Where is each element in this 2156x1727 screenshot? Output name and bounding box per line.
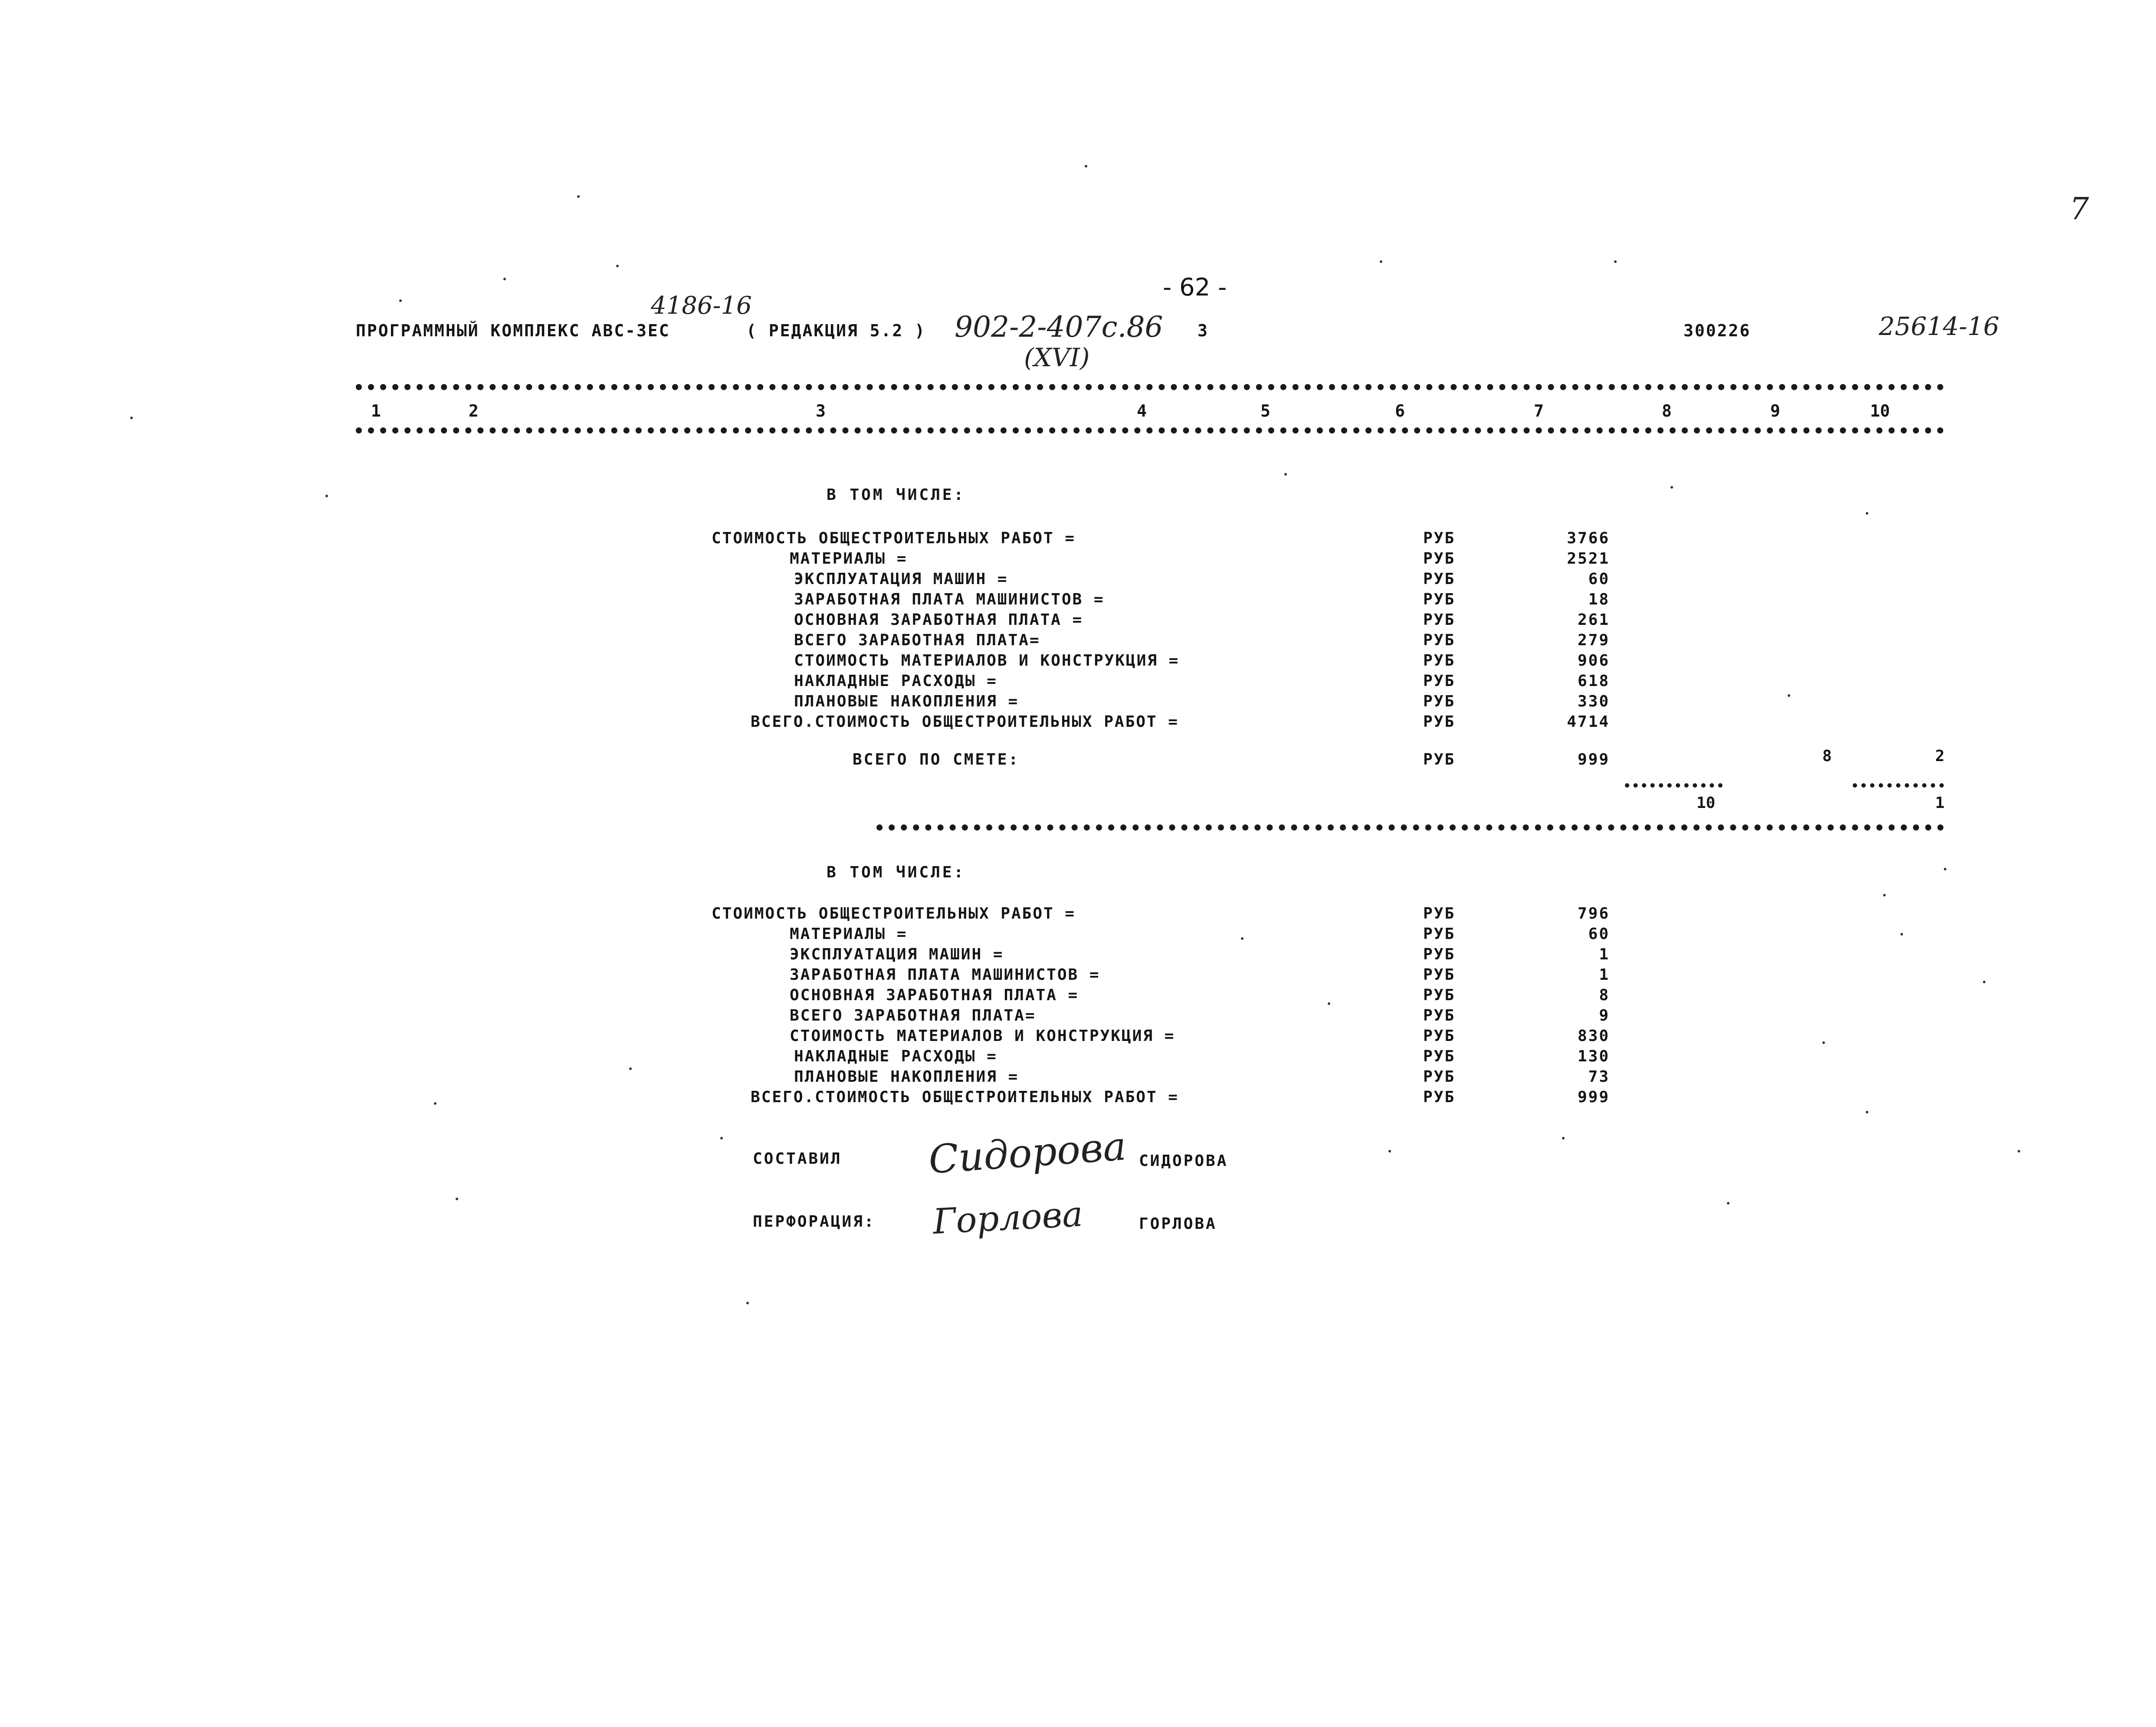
speck bbox=[746, 1302, 749, 1304]
speck bbox=[325, 495, 328, 497]
program-title: ПРОГРАММНЫЙ КОМПЛЕКС АВС-3ЕС bbox=[356, 321, 670, 340]
table-row bbox=[0, 1068, 1610, 1088]
speck bbox=[1388, 1150, 1391, 1152]
row-unit: РУБ bbox=[1423, 631, 1456, 649]
row-value: 261 bbox=[1577, 611, 1610, 629]
perforation-label: ПЕРФОРАЦИЯ: bbox=[753, 1213, 876, 1231]
table-row bbox=[0, 925, 1610, 945]
column-number-2: 2 bbox=[469, 401, 479, 420]
row-label: НАКЛАДНЫЕ РАСХОДЫ = bbox=[794, 672, 998, 690]
table-row bbox=[0, 946, 1610, 965]
row-unit: РУБ bbox=[1423, 1088, 1456, 1106]
row-label: МАТЕРИАЛЫ = bbox=[790, 925, 908, 943]
row-label: НАКЛАДНЫЕ РАСХОДЫ = bbox=[794, 1047, 998, 1065]
row-value: 999 bbox=[1577, 1088, 1610, 1106]
row-value: 830 bbox=[1577, 1027, 1610, 1045]
column-number-3: 3 bbox=[816, 401, 826, 420]
row-value: 9 bbox=[1599, 1007, 1610, 1024]
total-label: ВСЕГО ПО СМЕТЕ: bbox=[853, 751, 1020, 768]
document-number: 300226 bbox=[1683, 321, 1751, 340]
speck bbox=[629, 1067, 632, 1070]
row-value: 1 bbox=[1599, 946, 1610, 963]
handwritten-archive-number: 4186-16 bbox=[651, 292, 752, 320]
row-value: 3766 bbox=[1567, 529, 1610, 547]
table-row bbox=[0, 713, 1610, 733]
total-col9: 2 bbox=[1935, 747, 1945, 765]
speck bbox=[1670, 486, 1673, 489]
row-value: 8 bbox=[1599, 986, 1610, 1004]
compiled-by-name: СИДОРОВА bbox=[1139, 1152, 1228, 1170]
row-label: МАТЕРИАЛЫ = bbox=[790, 550, 908, 568]
column-number-8: 8 bbox=[1662, 401, 1672, 420]
table-row bbox=[0, 1088, 1610, 1108]
sheet-code: 3 bbox=[1198, 321, 1208, 340]
row-unit: РУБ bbox=[1423, 905, 1456, 923]
row-unit: РУБ bbox=[1423, 550, 1456, 568]
row-label: СТОИМОСТЬ ОБЩЕСТРОИТЕЛЬНЫХ РАБОТ = bbox=[712, 529, 1076, 547]
speck bbox=[1866, 1111, 1868, 1113]
speck bbox=[616, 265, 619, 267]
table-row bbox=[0, 672, 1610, 692]
edition-label: ( РЕДАКЦИЯ 5.2 ) bbox=[746, 321, 926, 340]
column-number-7: 7 bbox=[1534, 401, 1544, 420]
table-row bbox=[0, 986, 1610, 1006]
column-number-5: 5 bbox=[1260, 401, 1270, 420]
section1-heading: В ТОМ ЧИСЛЕ: bbox=[827, 486, 966, 504]
handwritten-right-number: 25614-16 bbox=[1879, 312, 1999, 341]
row-label: ЭКСПЛУАТАЦИЯ МАШИН = bbox=[790, 946, 1004, 963]
table-row bbox=[0, 591, 1610, 611]
handwritten-project-number: 902-2-407с.86 bbox=[955, 310, 1163, 344]
row-unit: РУБ bbox=[1423, 946, 1456, 963]
row-value: 60 bbox=[1588, 570, 1610, 588]
speck bbox=[456, 1198, 458, 1200]
row-value: 18 bbox=[1588, 591, 1610, 608]
row-label: ВСЕГО ЗАРАБОТНАЯ ПЛАТА= bbox=[790, 1007, 1036, 1024]
row-value: 618 bbox=[1577, 672, 1610, 690]
speck bbox=[1284, 473, 1287, 476]
speck bbox=[720, 1137, 723, 1139]
row-unit: РУБ bbox=[1423, 591, 1456, 608]
row-unit: РУБ bbox=[1423, 529, 1456, 547]
row-label: ПЛАНОВЫЕ НАКОПЛЕНИЯ = bbox=[794, 1068, 1019, 1086]
speck bbox=[130, 417, 133, 419]
row-label: ЗАРАБОТНАЯ ПЛАТА МАШИНИСТОВ = bbox=[794, 591, 1105, 608]
speck bbox=[1328, 1002, 1330, 1005]
table-row bbox=[0, 611, 1610, 631]
speck bbox=[1727, 1202, 1729, 1205]
row-unit: РУБ bbox=[1423, 652, 1456, 670]
table-row bbox=[0, 905, 1610, 925]
table-row bbox=[0, 631, 1610, 651]
column-number-10: 10 bbox=[1870, 401, 1890, 420]
page-number: - 62 - bbox=[1163, 273, 1227, 302]
row-label: ОСНОВНАЯ ЗАРАБОТНАЯ ПЛАТА = bbox=[794, 611, 1083, 629]
table-header-top-rule bbox=[356, 384, 1944, 390]
row-label: ЗАРАБОТНАЯ ПЛАТА МАШИНИСТОВ = bbox=[790, 966, 1100, 984]
speck bbox=[1788, 694, 1790, 697]
column-number-9: 9 bbox=[1770, 401, 1780, 420]
table-row bbox=[0, 570, 1610, 590]
row-value: 796 bbox=[1577, 905, 1610, 923]
row-value: 1 bbox=[1599, 966, 1610, 984]
row-value: 906 bbox=[1577, 652, 1610, 670]
row-unit: РУБ bbox=[1423, 1047, 1456, 1065]
section2-heading: В ТОМ ЧИСЛЕ: bbox=[827, 864, 966, 881]
row-value: 279 bbox=[1577, 631, 1610, 649]
perforation-name: ГОРЛОВА bbox=[1139, 1215, 1217, 1233]
row-label: ВСЕГО.СТОИМОСТЬ ОБЩЕСТРОИТЕЛЬНЫХ РАБОТ = bbox=[751, 713, 1179, 731]
corner-mark: 7 bbox=[2070, 191, 2089, 227]
row-label: ВСЕГО.СТОИМОСТЬ ОБЩЕСТРОИТЕЛЬНЫХ РАБОТ = bbox=[751, 1088, 1179, 1106]
total-col8: 8 bbox=[1822, 747, 1832, 765]
row-label: СТОИМОСТЬ МАТЕРИАЛОВ И КОНСТРУКЦИЯ = bbox=[790, 1027, 1175, 1045]
column-number-4: 4 bbox=[1137, 401, 1147, 420]
row-value: 330 bbox=[1577, 693, 1610, 710]
speck bbox=[2018, 1150, 2020, 1152]
total-sub-rule-right bbox=[1853, 783, 1944, 788]
row-label: ЭКСПЛУАТАЦИЯ МАШИН = bbox=[794, 570, 1008, 588]
row-unit: РУБ bbox=[1423, 925, 1456, 943]
column-number-1: 1 bbox=[371, 401, 381, 420]
total-col8-second: 10 bbox=[1697, 794, 1716, 812]
handwritten-volume: (XVI) bbox=[1024, 343, 1090, 372]
row-unit: РУБ bbox=[1423, 1007, 1456, 1024]
speck bbox=[1562, 1137, 1565, 1139]
row-value: 73 bbox=[1588, 1068, 1610, 1086]
row-unit: РУБ bbox=[1423, 966, 1456, 984]
row-label: СТОИМОСТЬ МАТЕРИАЛОВ И КОНСТРУКЦИЯ = bbox=[794, 652, 1180, 670]
speck bbox=[1900, 933, 1903, 936]
column-number-6: 6 bbox=[1395, 401, 1405, 420]
row-unit: РУБ bbox=[1423, 570, 1456, 588]
table-row bbox=[0, 1027, 1610, 1047]
table-row bbox=[0, 693, 1610, 712]
speck bbox=[1822, 1041, 1825, 1044]
speck bbox=[1983, 981, 1985, 983]
total-unit: РУБ bbox=[1423, 751, 1456, 768]
section-divider-rule bbox=[876, 824, 1944, 831]
speck bbox=[1241, 937, 1244, 940]
speck bbox=[1866, 512, 1868, 515]
table-row bbox=[0, 1047, 1610, 1067]
row-value: 2521 bbox=[1567, 550, 1610, 568]
row-unit: РУБ bbox=[1423, 672, 1456, 690]
row-label: ВСЕГО ЗАРАБОТНАЯ ПЛАТА= bbox=[794, 631, 1040, 649]
total-value: 999 bbox=[1577, 751, 1610, 768]
row-unit: РУБ bbox=[1423, 693, 1456, 710]
table-row bbox=[0, 529, 1610, 549]
row-unit: РУБ bbox=[1423, 1027, 1456, 1045]
row-label: СТОИМОСТЬ ОБЩЕСТРОИТЕЛЬНЫХ РАБОТ = bbox=[712, 905, 1076, 923]
speck bbox=[434, 1102, 436, 1105]
row-value: 4714 bbox=[1567, 713, 1610, 731]
table-row bbox=[0, 1007, 1610, 1027]
speck bbox=[503, 278, 506, 280]
table-row bbox=[0, 550, 1610, 570]
total-sub-rule-left bbox=[1625, 783, 1723, 788]
speck bbox=[1380, 260, 1382, 263]
table-row bbox=[0, 652, 1610, 672]
speck bbox=[1614, 260, 1617, 263]
compiled-by-label: СОСТАВИЛ bbox=[753, 1150, 842, 1168]
table-row bbox=[0, 966, 1610, 986]
speck bbox=[399, 299, 402, 302]
row-unit: РУБ bbox=[1423, 986, 1456, 1004]
row-value: 60 bbox=[1588, 925, 1610, 943]
table-header-bottom-rule bbox=[356, 427, 1944, 433]
speck bbox=[1944, 868, 1946, 870]
total-col9-second: 1 bbox=[1935, 794, 1945, 812]
row-unit: РУБ bbox=[1423, 713, 1456, 731]
speck bbox=[1883, 894, 1886, 896]
row-label: ОСНОВНАЯ ЗАРАБОТНАЯ ПЛАТА = bbox=[790, 986, 1079, 1004]
row-unit: РУБ bbox=[1423, 1068, 1456, 1086]
speck bbox=[1085, 165, 1087, 167]
row-value: 130 bbox=[1577, 1047, 1610, 1065]
perforation-signature: Горлова bbox=[932, 1194, 1084, 1242]
speck bbox=[577, 195, 580, 198]
row-label: ПЛАНОВЫЕ НАКОПЛЕНИЯ = bbox=[794, 693, 1019, 710]
row-unit: РУБ bbox=[1423, 611, 1456, 629]
compiled-by-signature: Сидорова bbox=[927, 1123, 1128, 1183]
